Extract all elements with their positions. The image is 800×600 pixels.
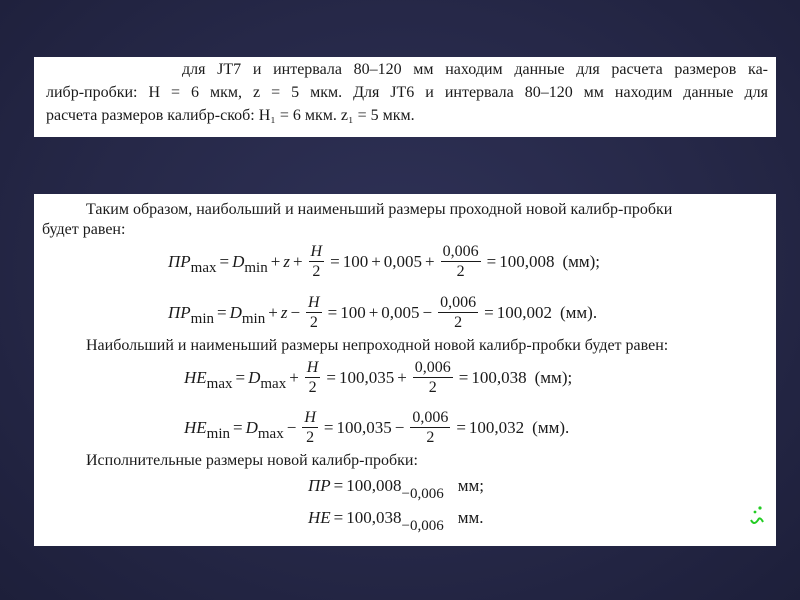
decorative-mark-icon xyxy=(748,500,766,528)
math-token: max xyxy=(260,376,287,392)
math-token: z xyxy=(283,251,290,271)
math-token: (мм). xyxy=(532,417,570,437)
math-token: = xyxy=(323,417,334,437)
math-token: = xyxy=(219,251,230,271)
math-token: ПР xyxy=(168,251,191,271)
math-token: + xyxy=(292,251,303,271)
math-token: + xyxy=(397,367,407,387)
math-token: 2 xyxy=(456,263,465,280)
math-token xyxy=(438,293,478,332)
math-token xyxy=(410,408,450,447)
math-token xyxy=(306,293,322,332)
equation-pr-min xyxy=(168,293,597,332)
math-token: = xyxy=(333,476,344,495)
math-token: H xyxy=(306,359,319,376)
math-token: = xyxy=(333,508,344,527)
math-token: 100,035 xyxy=(336,417,392,437)
math-token: 100,008 xyxy=(346,476,402,495)
math-token xyxy=(309,242,325,281)
math-token: 0,006 xyxy=(412,409,449,426)
math-token: ПР xyxy=(168,302,191,322)
math-token: + xyxy=(425,251,435,271)
math-token: 2 xyxy=(308,379,317,396)
math-token: H xyxy=(308,294,320,311)
math-token: = xyxy=(235,367,246,387)
math-token: мм. xyxy=(457,508,484,527)
math-token: − xyxy=(290,302,301,322)
top-text-line-2: либр-пробки: H = 6 мкм, z = 5 мкм. Для JT6 и интервала 80–120 мм находим данные для xyxy=(46,84,768,101)
math-token: H xyxy=(310,243,323,260)
math-token: = xyxy=(484,302,494,322)
math-token: − xyxy=(422,302,433,322)
math-token: H xyxy=(304,409,316,426)
intro-line-1: Таким образом, наибольший и наименьший размеры проходной новой калибр-пробки xyxy=(86,201,673,218)
math-token: + xyxy=(268,302,278,322)
math-token: D xyxy=(232,251,245,271)
math-token: (мм). xyxy=(559,302,598,322)
math-token: НЕ xyxy=(308,508,331,527)
pr-max-result: 100,008 xyxy=(499,251,555,271)
math-token: + xyxy=(371,251,381,271)
math-token: 100 xyxy=(340,302,366,322)
ne-min-result: 100,032 xyxy=(468,417,525,437)
math-token: НЕ xyxy=(184,417,207,437)
math-token: max xyxy=(257,426,284,442)
math-token: = xyxy=(327,302,338,322)
math-token: 2 xyxy=(426,429,435,446)
math-token: min xyxy=(244,260,268,276)
math-token: + xyxy=(289,367,299,387)
math-token: + xyxy=(270,251,281,271)
math-token: 0,006 xyxy=(414,359,451,376)
math-token: max xyxy=(190,260,217,276)
math-token xyxy=(413,358,453,397)
math-token: ПР xyxy=(308,476,331,495)
main-text-panel xyxy=(34,194,776,546)
math-token xyxy=(302,408,318,447)
math-token: (мм); xyxy=(562,251,601,271)
math-token: min xyxy=(190,311,215,327)
math-token xyxy=(441,242,481,281)
math-token: 2 xyxy=(454,314,463,331)
math-token: = xyxy=(486,251,497,271)
math-token: 0,006 xyxy=(440,294,477,311)
math-token: 0,006 xyxy=(442,243,479,260)
math-token: = xyxy=(456,417,466,437)
math-token: НЕ xyxy=(184,367,207,387)
ne-max-result: 100,038 xyxy=(471,367,527,387)
math-token: (мм); xyxy=(534,367,573,387)
intro-line-2: будет равен: xyxy=(42,221,126,238)
math-token: z xyxy=(280,302,288,322)
math-token: min xyxy=(241,311,266,327)
top-text-line-1: для JT7 и интервала 80–120 мм находим данные для расчета размеров ка- xyxy=(182,61,768,78)
equation-ne-max xyxy=(184,358,572,397)
math-token: = xyxy=(233,417,243,437)
math-token: 100 xyxy=(342,251,369,271)
math-token: = xyxy=(326,367,336,387)
math-token xyxy=(305,358,321,397)
math-token: − xyxy=(394,417,405,437)
math-token: 100,038 xyxy=(346,508,402,527)
exec-ne-tolerance: −0,006 xyxy=(401,517,444,534)
math-token: = xyxy=(458,367,469,387)
exec-size-ne xyxy=(308,508,484,534)
math-token: 100,035 xyxy=(338,367,395,387)
math-token: 2 xyxy=(312,263,321,280)
math-token: + xyxy=(368,302,379,322)
math-token: D xyxy=(248,367,261,387)
heading-ne: Наибольший и наименьший размеры непроходной новой калибр-пробки будет равен: xyxy=(86,337,669,354)
math-token: 0,005 xyxy=(381,302,420,322)
top-text-panel xyxy=(34,57,776,137)
math-token: min xyxy=(206,426,231,442)
math-token: − xyxy=(286,417,297,437)
math-token: D xyxy=(245,417,258,437)
math-token: = xyxy=(217,302,227,322)
math-token: 2 xyxy=(309,314,318,331)
pr-min-result: 100,002 xyxy=(496,302,552,322)
equation-ne-min xyxy=(184,408,569,447)
top-text-line-3: расчета размеров калибр-скоб: H₁ = 6 мкм. z₁ = 5 мкм. xyxy=(46,107,415,124)
math-token: max xyxy=(206,376,233,392)
math-token: 2 xyxy=(306,429,315,446)
math-token: 0,005 xyxy=(383,251,423,271)
heading-exec: Исполнительные размеры новой калибр-пробки: xyxy=(86,452,418,469)
math-token: = xyxy=(330,251,340,271)
exec-size-pr xyxy=(308,476,484,502)
equation-pr-max xyxy=(168,242,600,281)
math-token: D xyxy=(229,302,242,322)
exec-pr-tolerance: −0,006 xyxy=(401,485,444,502)
math-token: мм; xyxy=(457,476,484,495)
math-token: 2 xyxy=(428,379,437,396)
